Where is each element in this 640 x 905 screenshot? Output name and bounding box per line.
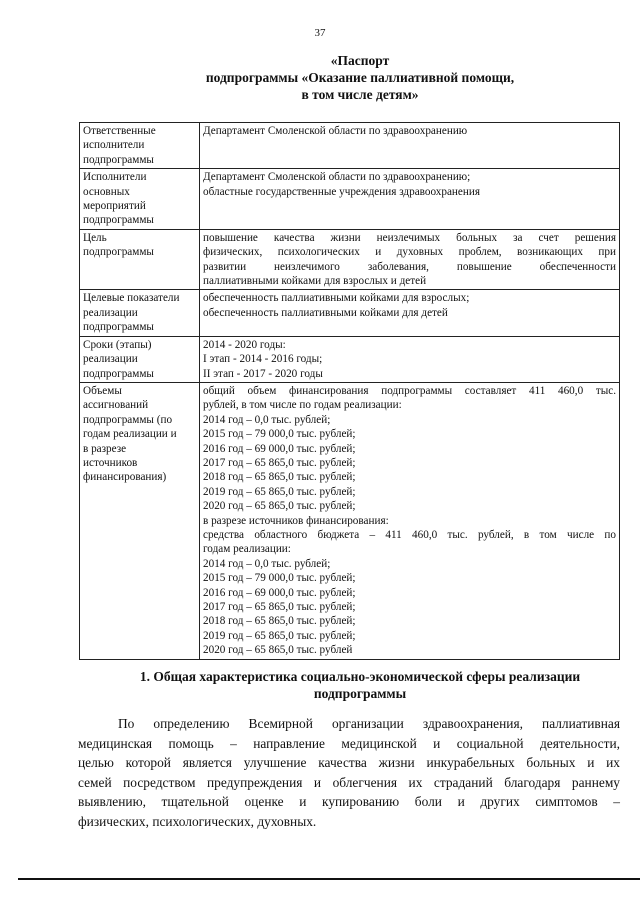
label-line: Сроки (этапы) xyxy=(83,338,152,351)
paragraph-line: физических, психологических, духовных. xyxy=(78,813,317,829)
value-line: 2014 год – 0,0 тыс. рублей; xyxy=(203,413,331,426)
value-line: средства областного бюджета – 411 460,0 тыс. рублей, в том числе по xyxy=(203,528,616,541)
section-heading xyxy=(90,668,630,702)
label-line: исполнители xyxy=(83,139,145,152)
value-line: 2016 год – 69 000,0 тыс. рублей; xyxy=(203,442,356,455)
passport-title-line: «Паспорт xyxy=(330,53,390,68)
paragraph-line: медицинская помощь – направление медицинской и социальной деятельности, xyxy=(78,735,620,751)
value-line: рублей, в том числе по годам реализации: xyxy=(203,399,402,412)
label-line: подпрограммы xyxy=(83,367,154,380)
value-line: 2020 год – 65 865,0 тыс. рублей; xyxy=(203,500,356,513)
table-row xyxy=(80,382,620,659)
value-line: II этап - 2017 - 2020 годы xyxy=(203,367,323,380)
label-line: реализации xyxy=(83,353,138,366)
table-row xyxy=(80,336,620,382)
value-line: в разрезе источников финансирования: xyxy=(203,514,389,527)
table-row xyxy=(80,169,620,230)
value-line: повышение качества жизни неизлечимых больных за счет решения xyxy=(203,231,616,244)
row-label-responsible xyxy=(80,123,200,169)
row-label-indicators xyxy=(80,290,200,336)
value-line: 2018 год – 65 865,0 тыс. рублей; xyxy=(203,615,356,628)
label-line: Целевые показатели xyxy=(83,292,180,305)
row-value-indicators xyxy=(200,290,620,336)
value-line: 2017 год – 65 865,0 тыс. рублей; xyxy=(203,456,356,469)
row-label-goal xyxy=(80,229,200,290)
value-line: I этап - 2014 - 2016 годы; xyxy=(203,353,323,366)
label-line: подпрограммы xyxy=(83,321,154,334)
value-line: годам реализации: xyxy=(203,543,291,556)
paragraph-line: По определению Всемирной организации здравоохранения, паллиативная xyxy=(118,716,620,731)
value-line: физических, психологических и духовных проблем, возникающих при xyxy=(203,246,616,259)
value-line: Департамент Смоленской области по здравоохранению; xyxy=(203,171,471,184)
passport-title-line: подпрограммы «Оказание паллиативной помощи, xyxy=(205,70,515,85)
value-line: 2014 год – 0,0 тыс. рублей; xyxy=(203,557,331,570)
paragraph-line: выявлению, тщательной оценке и купированию боли и других симптомов – xyxy=(78,794,620,810)
label-line: годам реализации и xyxy=(83,428,177,441)
paragraph-line: целью которой является улучшение качества жизни инкурабельных больных и их xyxy=(78,755,620,771)
label-line: подпрограммы xyxy=(83,214,154,227)
label-line: в разрезе xyxy=(83,442,127,455)
passport-title xyxy=(60,52,640,103)
row-label-executors xyxy=(80,169,200,230)
value-line: 2017 год – 65 865,0 тыс. рублей; xyxy=(203,601,356,613)
row-value-executors xyxy=(200,169,620,230)
value-line: паллиативными койками для взрослых и детей xyxy=(203,275,427,288)
section-heading-line: 1. Общая характеристика социально-экономической сферы реализации xyxy=(139,669,581,684)
value-line: 2019 год – 65 865,0 тыс. рублей; xyxy=(203,485,356,498)
row-value-responsible xyxy=(200,123,620,169)
table-row xyxy=(80,229,620,290)
label-line: подпрограммы xyxy=(83,153,154,166)
value-line: Департамент Смоленской области по здравоохранению xyxy=(203,125,468,137)
value-line: обеспеченность паллиативными койками для детей xyxy=(203,306,448,319)
row-label-terms xyxy=(80,336,200,382)
label-line: финансирования) xyxy=(83,471,167,484)
body-paragraph xyxy=(78,714,620,832)
passport-title-line: в том числе детям» xyxy=(301,87,419,102)
value-line: 2016 год – 69 000,0 тыс. рублей; xyxy=(203,586,356,599)
passport-table xyxy=(79,122,620,660)
value-line: 2014 - 2020 годы: xyxy=(203,338,286,351)
value-line: развитии неизлечимого заболевания, повышение обеспеченности xyxy=(203,260,616,273)
label-line: ассигнований xyxy=(83,399,149,412)
label-line: подпрограммы xyxy=(83,246,154,259)
label-line: мероприятий xyxy=(83,200,146,213)
label-line: реализации xyxy=(83,306,138,319)
label-line: Цель xyxy=(83,231,107,244)
value-line: 2019 год – 65 865,0 тыс. рублей; xyxy=(203,629,356,642)
row-value-goal xyxy=(200,229,620,290)
value-line: 2020 год – 65 865,0 тыс. рублей xyxy=(203,644,353,657)
label-line: Ответственные xyxy=(83,125,156,137)
row-value-terms xyxy=(200,336,620,382)
label-line: Объемы xyxy=(83,384,122,397)
label-line: источников xyxy=(83,456,138,469)
section-heading-line: подпрограммы xyxy=(313,686,407,701)
page-number: 37 xyxy=(314,27,326,39)
value-line: 2015 год – 79 000,0 тыс. рублей; xyxy=(203,572,356,585)
row-value-funding xyxy=(200,382,620,659)
value-line: обеспеченность паллиативными койками для взрослых; xyxy=(203,292,470,305)
label-line: основных xyxy=(83,185,130,198)
table-row xyxy=(80,290,620,336)
value-line: общий объем финансирования подпрограммы составляет 411 460,0 тыс. xyxy=(203,384,616,397)
footer-divider xyxy=(18,878,640,880)
label-line: Исполнители xyxy=(83,171,147,184)
paragraph-line: семей посредством предупреждения и облегчения их страданий благодаря раннему xyxy=(78,774,620,790)
value-line: областные государственные учреждения здравоохранения xyxy=(203,185,480,198)
table-row xyxy=(80,123,620,169)
label-line: подпрограммы (по xyxy=(83,413,173,426)
row-label-funding xyxy=(80,382,200,659)
value-line: 2018 год – 65 865,0 тыс. рублей; xyxy=(203,471,356,484)
value-line: 2015 год – 79 000,0 тыс. рублей; xyxy=(203,428,356,441)
